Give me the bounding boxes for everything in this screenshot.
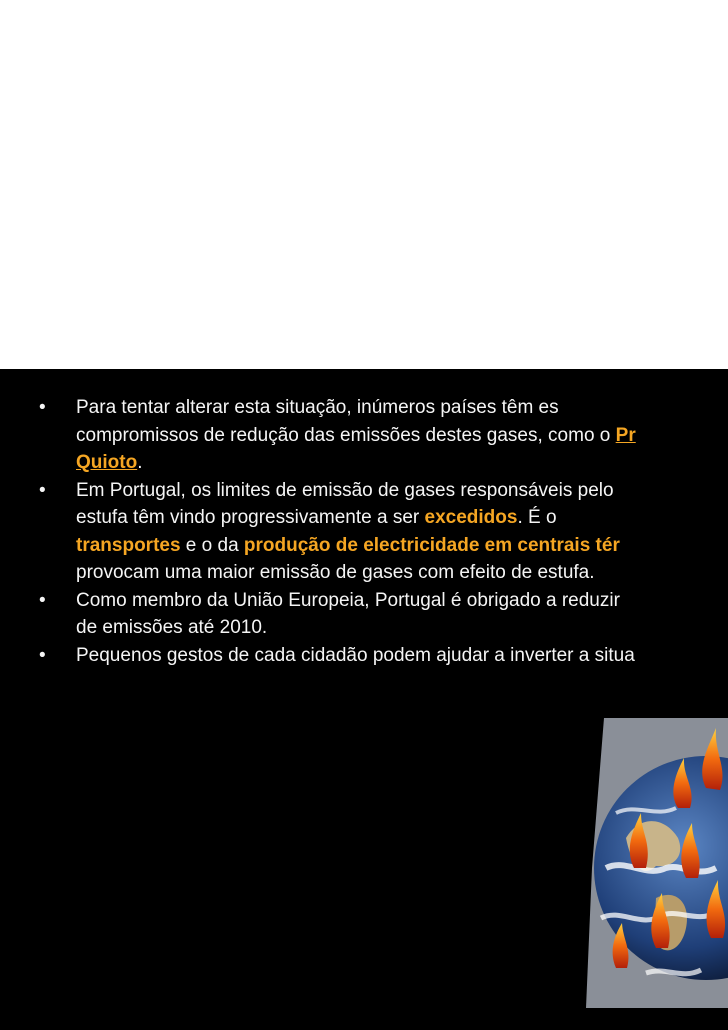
bullet-text: estufa têm vindo progressivamente a ser — [76, 507, 425, 528]
bullet-continuation-line — [0, 422, 728, 450]
bullet-continuation-line — [0, 504, 728, 532]
bullet-continuation-line — [0, 614, 728, 642]
highlighted-text: transportes — [76, 534, 181, 556]
highlighted-text: excedidos — [424, 507, 518, 528]
burning-earth-image — [586, 718, 728, 1008]
bullet-text: provocam uma maior emissão de gases com efeito de estufa. — [76, 562, 595, 583]
bullet-item — [0, 477, 728, 505]
protocol-link[interactable]: Quioto — [76, 452, 138, 473]
bullet-dot: • — [39, 644, 46, 666]
bullet-text: . — [137, 452, 143, 473]
bullet-text: compromissos de redução das emissões destes gases, como o — [76, 424, 616, 446]
protocol-link[interactable]: Pr — [615, 424, 636, 446]
bullet-text: . É o — [517, 507, 557, 528]
bullet-text: Para tentar alterar esta situação, inúmeros países têm es — [76, 397, 559, 418]
bullet-item — [0, 587, 728, 615]
bullet-continuation-line — [0, 532, 728, 560]
bullet-dot: • — [39, 397, 46, 418]
bullet-continuation-line — [0, 559, 728, 587]
bullet-dot: • — [39, 479, 46, 501]
bullet-text: Como membro da União Europeia, Portugal é obrigado a reduzir — [76, 589, 620, 611]
bullet-item — [0, 642, 728, 670]
bullet-text: e o da — [180, 534, 244, 556]
highlighted-text: produção de electricidade em centrais tér — [243, 534, 620, 556]
slide — [0, 369, 728, 1030]
bullet-text: Pequenos gestos de cada cidadão podem ajudar a inverter a situa — [76, 644, 635, 666]
bullet-text: Em Portugal, os limites de emissão de gases responsáveis pelo — [76, 479, 614, 501]
bullet-text: de emissões até 2010. — [76, 617, 268, 638]
bullet-item — [0, 394, 728, 422]
bullet-list — [0, 394, 728, 669]
bullet-dot: • — [39, 589, 46, 611]
bullet-continuation-line — [0, 449, 728, 477]
